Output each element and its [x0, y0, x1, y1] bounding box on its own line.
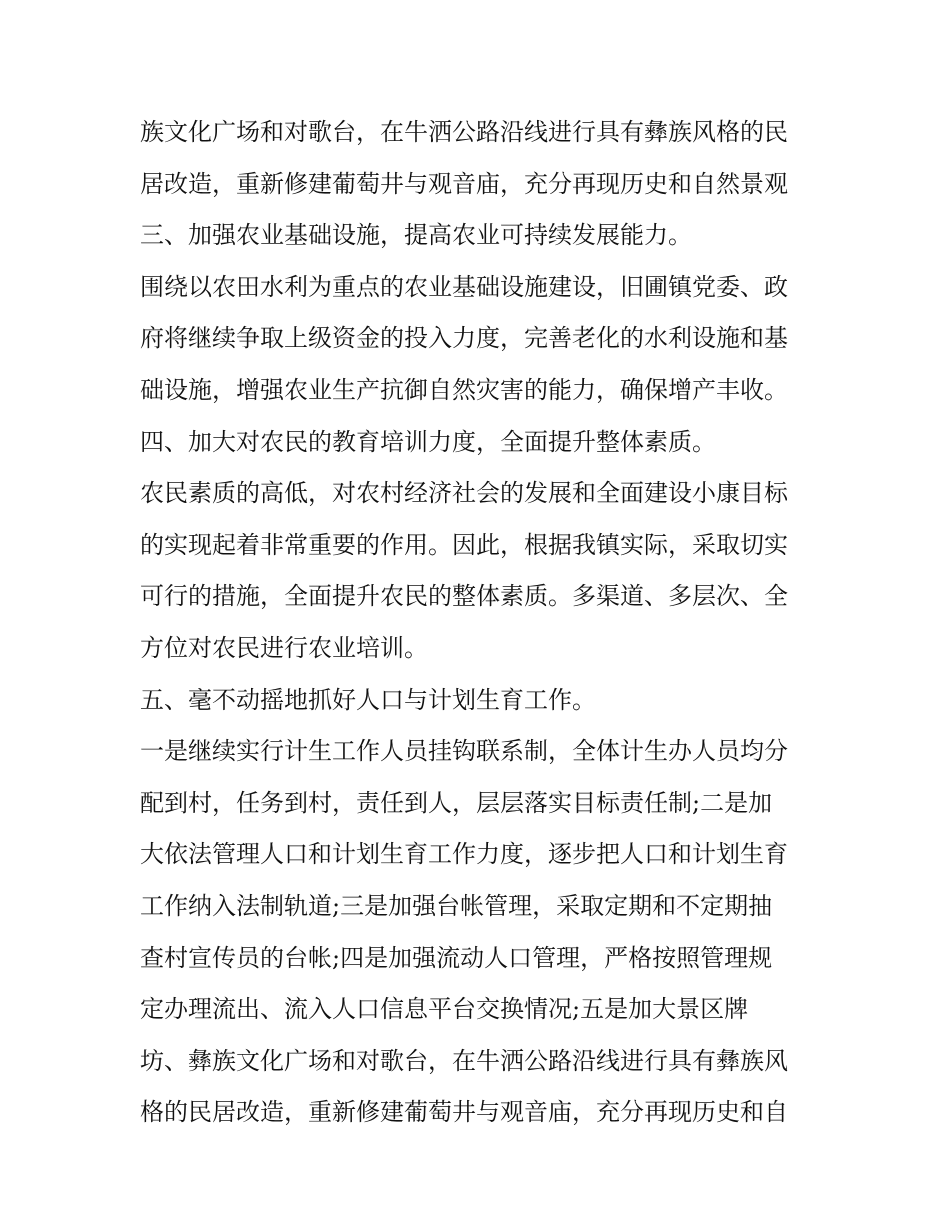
body-text [140, 107, 820, 1139]
section-heading: 五、毫不动摇地抓好人口与计划生育工作。 [140, 685, 596, 714]
text-line: 围绕以农田水利为重点的农业基础设施建设，旧圃镇党委、政 [140, 272, 788, 301]
text-line: 居改造，重新修建葡萄井与观音庙，充分再现历史和自然景观 [140, 169, 788, 198]
text-line: 工作纳入法制轨道;三是加强台帐管理，采取定期和不定期抽 [140, 891, 773, 920]
text-line: 可行的措施，全面提升农民的整体素质。多渠道、多层次、全 [140, 582, 788, 611]
text-line: 的实现起着非常重要的作用。因此，根据我镇实际，采取切实 [140, 530, 788, 559]
text-line: 族文化广场和对歌台，在牛洒公路沿线进行具有彝族风格的民 [140, 118, 788, 146]
text-line: 府将继续争取上级资金的投入力度，完善老化的水利设施和基 [140, 324, 788, 353]
text-line: 一是继续实行计生工作人员挂钩联系制，全体计生办人员均分 [140, 737, 788, 766]
text-line: 格的民居改造，重新修建葡萄井与观音庙，充分再现历史和自 [140, 1098, 788, 1127]
text-line: 农民素质的高低，对农村经济社会的发展和全面建设小康目标 [140, 479, 788, 508]
text-line: 配到村，任务到村，责任到人，层层落实目标责任制;二是加 [140, 788, 773, 817]
text-line: 方位对农民进行农业培训。 [140, 633, 428, 662]
text-line: 础设施，增强农业生产抗御自然灾害的能力，确保增产丰收。 [140, 375, 788, 404]
section-heading: 三、加强农业基础设施，提高农业可持续发展能力。 [140, 221, 692, 250]
section-heading: 四、加大对农民的教育培训力度，全面提升整体素质。 [140, 427, 716, 456]
text-line: 大依法管理人口和计划生育工作力度，逐步把人口和计划生育 [140, 840, 788, 869]
text-line: 坊、彝族文化广场和对歌台，在牛洒公路沿线进行具有彝族风 [140, 1046, 788, 1075]
text-line: 查村宣传员的台帐;四是加强流动人口管理，严格按照管理规 [140, 943, 773, 972]
text-line: 定办理流出、流入人口信息平台交换情况;五是加大景区牌 [140, 995, 749, 1024]
